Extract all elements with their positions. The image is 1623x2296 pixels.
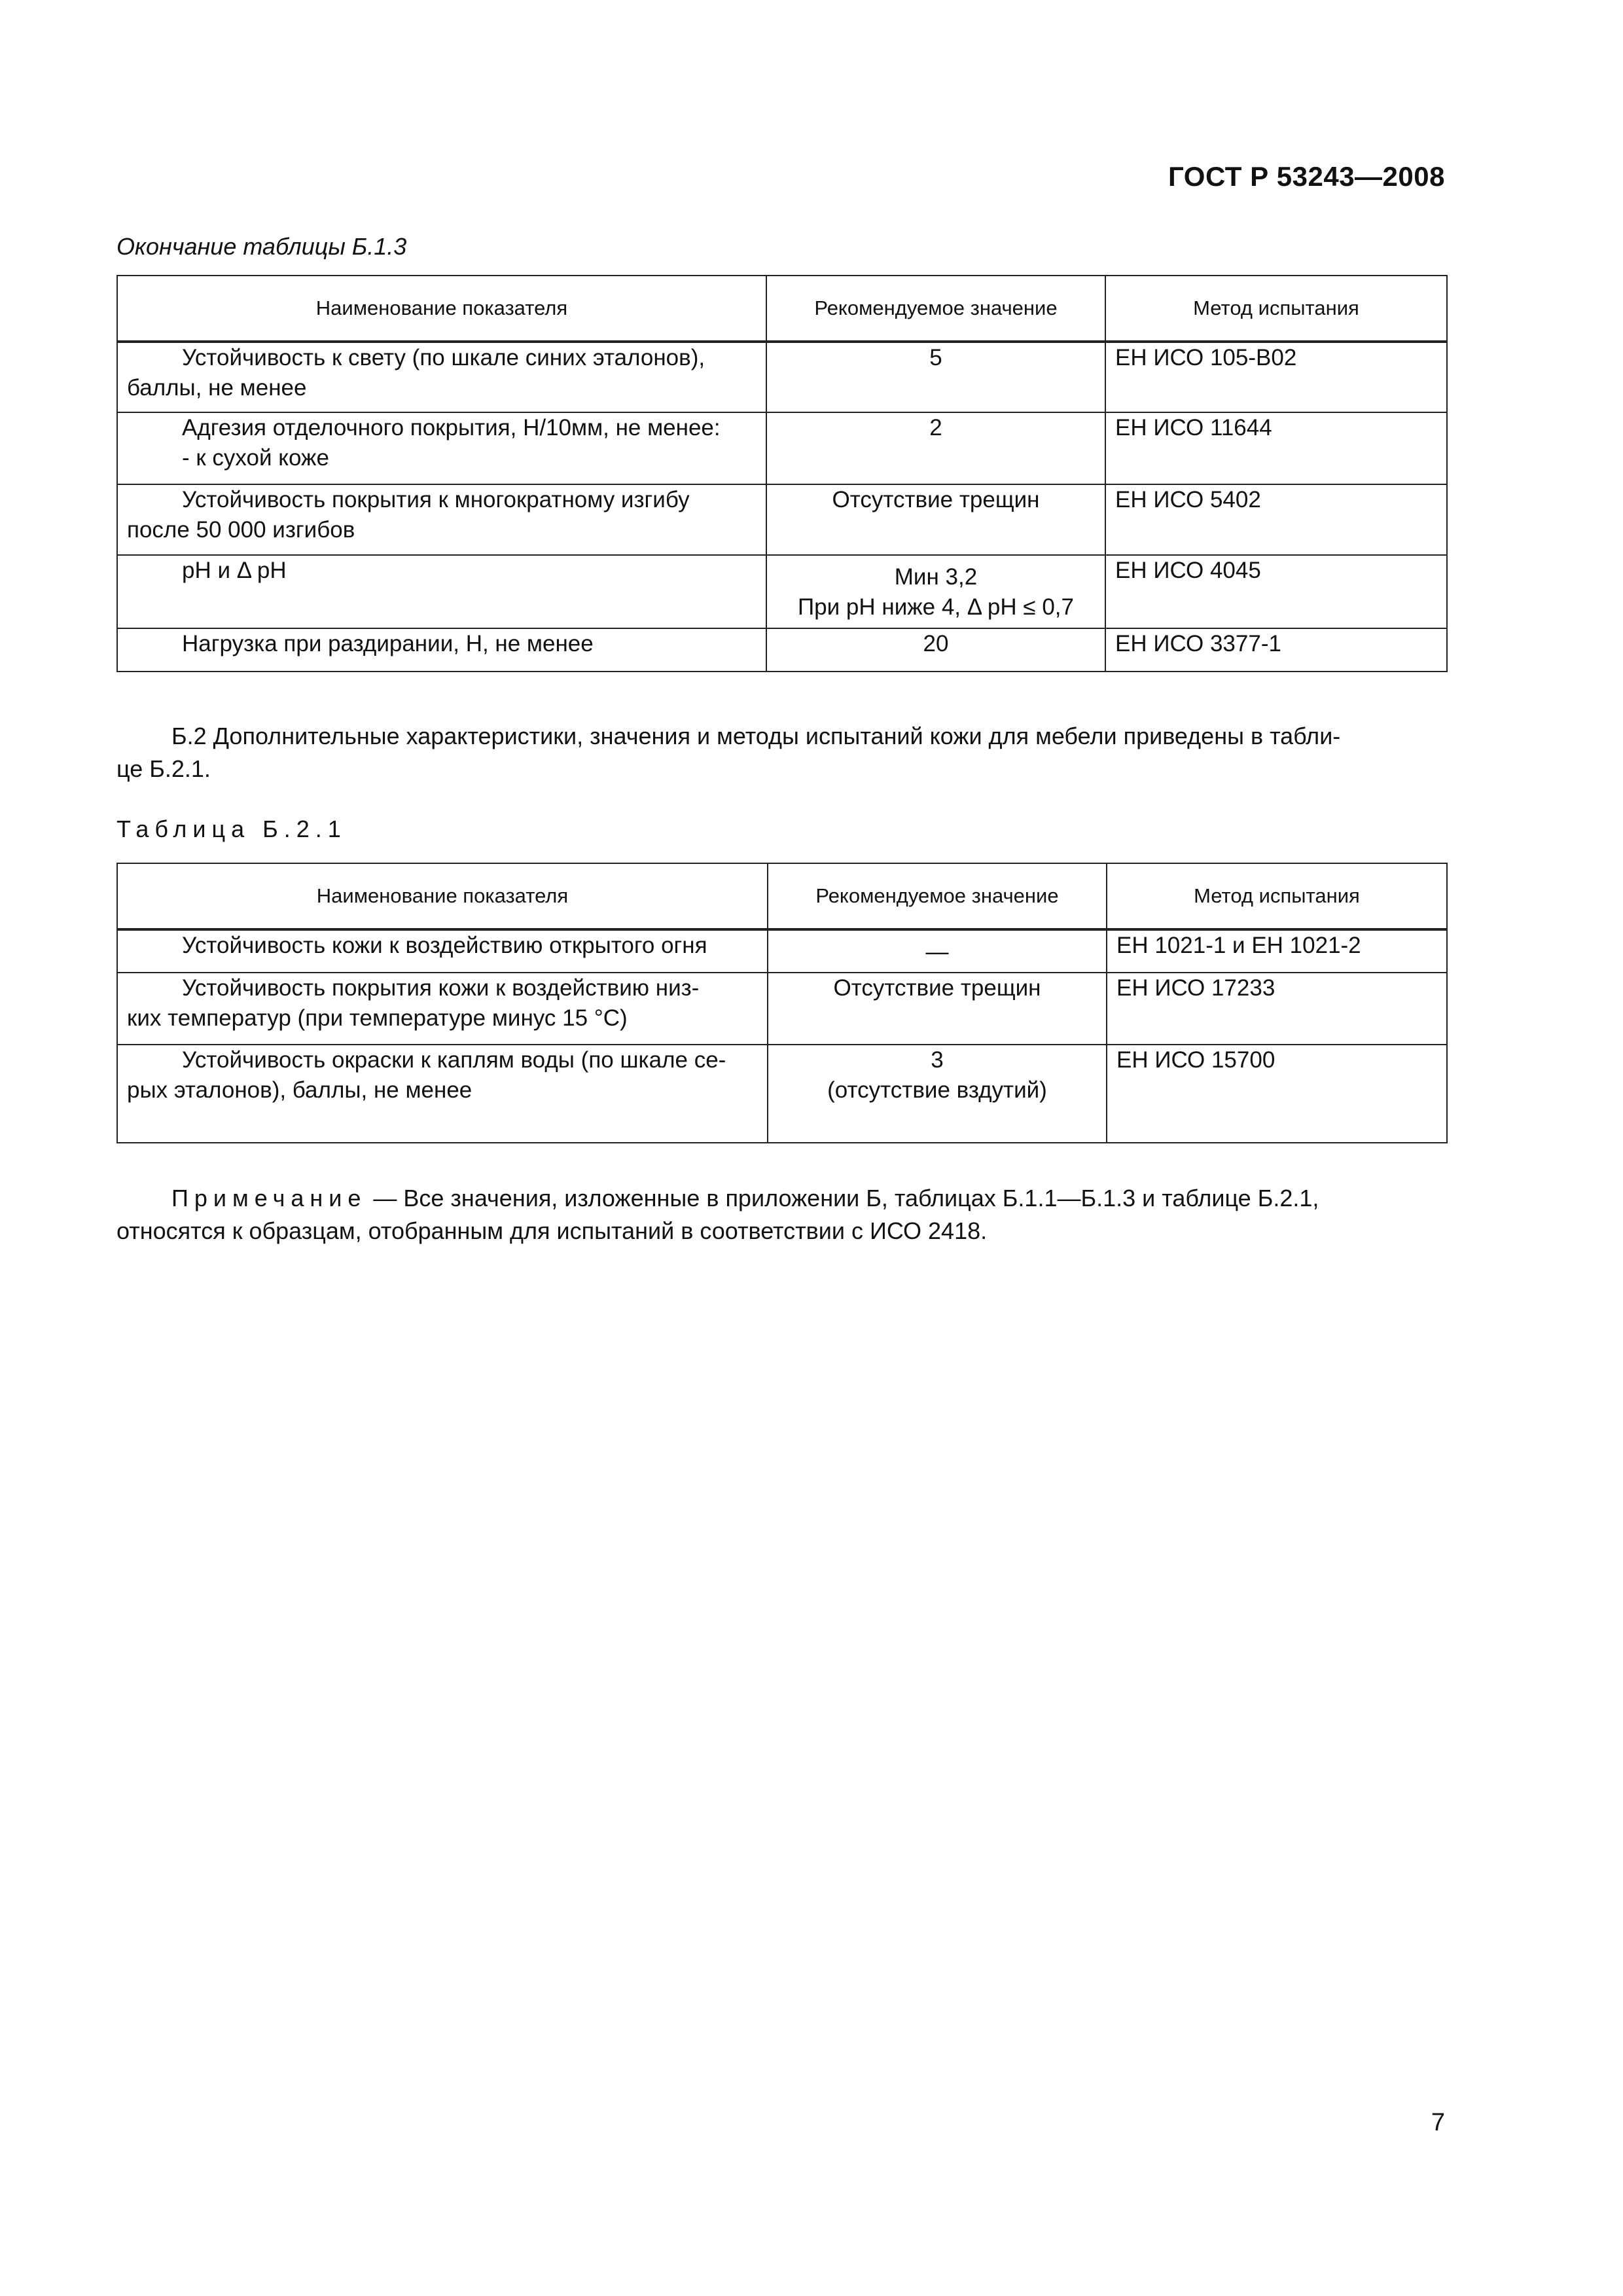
paragraph-line: Б.2 Дополнительные характеристики, значения и методы испытаний кожи для мебели приведены в табли- [171,723,1341,749]
value-line: Мин 3,2 [894,564,978,590]
indicator-name-cell [117,973,768,1045]
value-cell [768,973,1107,1045]
column-header: Рекомендуемое значение [768,863,1107,929]
indicator-name-line: Адгезия отделочного покрытия, Н/10мм, не менее: [182,415,721,440]
method-cell: ЕН ИСО 17233 [1107,973,1447,1045]
column-header: Рекомендуемое значение [766,276,1105,342]
indicator-name-line: Устойчивость кожи к воздействию открытого огня [182,933,707,958]
note-label: Примечание [171,1185,367,1211]
column-header: Метод испытания [1105,276,1447,342]
value-line: 3 [931,1047,944,1073]
method-cell: ЕН ИСО 3377-1 [1105,628,1447,672]
value-line: 5 [929,345,942,370]
table-row [117,342,1447,412]
paragraph-line: це Б.2.1. [116,755,211,782]
value-line: — [925,939,949,965]
indicator-name-line: Устойчивость покрытия кожи к воздействию низ- [182,975,700,1001]
method-cell: ЕН ИСО 15700 [1107,1045,1447,1143]
value-cell [766,412,1105,484]
table-row [117,628,1447,672]
table-row [117,484,1447,555]
note-line [116,1182,1446,1215]
column-header: Наименование показателя [117,863,768,929]
value-cell [766,342,1105,412]
value-line: Отсутствие трещин [832,487,1040,512]
document-code: ГОСТ Р 53243—2008 [1168,161,1445,192]
table2-caption: Таблица Б.2.1 [116,816,347,842]
indicator-name-line: после 50 000 изгибов [127,517,355,543]
indicator-name-cell [117,412,766,484]
indicator-name-line: pH и Δ pH [182,558,287,583]
table-header-row [117,863,1447,929]
value-cell [766,555,1105,628]
method-cell: ЕН ИСО 11644 [1105,412,1447,484]
indicator-name-cell [117,1045,768,1143]
column-header: Метод испытания [1107,863,1447,929]
value-cell [766,484,1105,555]
indicator-name-cell [117,484,766,555]
method-cell: ЕН ИСО 105-В02 [1105,342,1447,412]
note-paragraph [116,1182,1446,1247]
value-line: Отсутствие трещин [833,975,1041,1001]
value-cell [766,628,1105,672]
indicator-name-line: ких температур (при температуре минус 15 °С) [127,1005,628,1031]
indicator-name-cell [117,628,766,672]
indicator-name-line: Устойчивость окраски к каплям воды (по шкале се- [182,1047,726,1073]
indicator-name-line: Устойчивость покрытия к многократному изгибу [182,487,690,512]
method-cell: ЕН 1021-1 и ЕН 1021-2 [1107,929,1447,973]
table-row [117,973,1447,1045]
page-number: 7 [1431,2109,1445,2136]
value-line: 20 [923,631,949,656]
note-line: относятся к образцам, отобранным для испытаний в соответствии с ИСО 2418. [116,1217,988,1244]
table-b21 [116,863,1448,1143]
column-header: Наименование показателя [117,276,766,342]
indicator-name-line: баллы, не менее [127,375,307,401]
method-cell: ЕН ИСО 5402 [1105,484,1447,555]
value-cell [768,929,1107,973]
table1-caption: Окончание таблицы Б.1.3 [116,233,407,260]
paragraph-b2 [116,720,1446,785]
method-cell: ЕН ИСО 4045 [1105,555,1447,628]
indicator-name-cell [117,555,766,628]
table-row [117,929,1447,973]
table-row [117,1045,1447,1143]
value-line: 2 [929,415,942,440]
table-row [117,555,1447,628]
value-line: При pH ниже 4, Δ pH ≤ 0,7 [798,594,1074,620]
indicator-name-line: Устойчивость к свету (по шкале синих эталонов), [182,345,705,370]
value-line: (отсутствие вздутий) [827,1077,1047,1103]
table-b13-end [116,275,1448,672]
indicator-name-line: - к сухой коже [182,445,329,471]
table-header-row [117,276,1447,342]
table-row [117,412,1447,484]
indicator-name-cell [117,342,766,412]
note-text: — Все значения, изложенные в приложении Б, таблицах Б.1.1—Б.1.3 и таблице Б.2.1, [373,1185,1319,1211]
indicator-name-line: Нагрузка при раздирании, Н, не менее [182,631,594,656]
indicator-name-line: рых эталонов), баллы, не менее [127,1077,473,1103]
value-cell [768,1045,1107,1143]
indicator-name-cell [117,929,768,973]
